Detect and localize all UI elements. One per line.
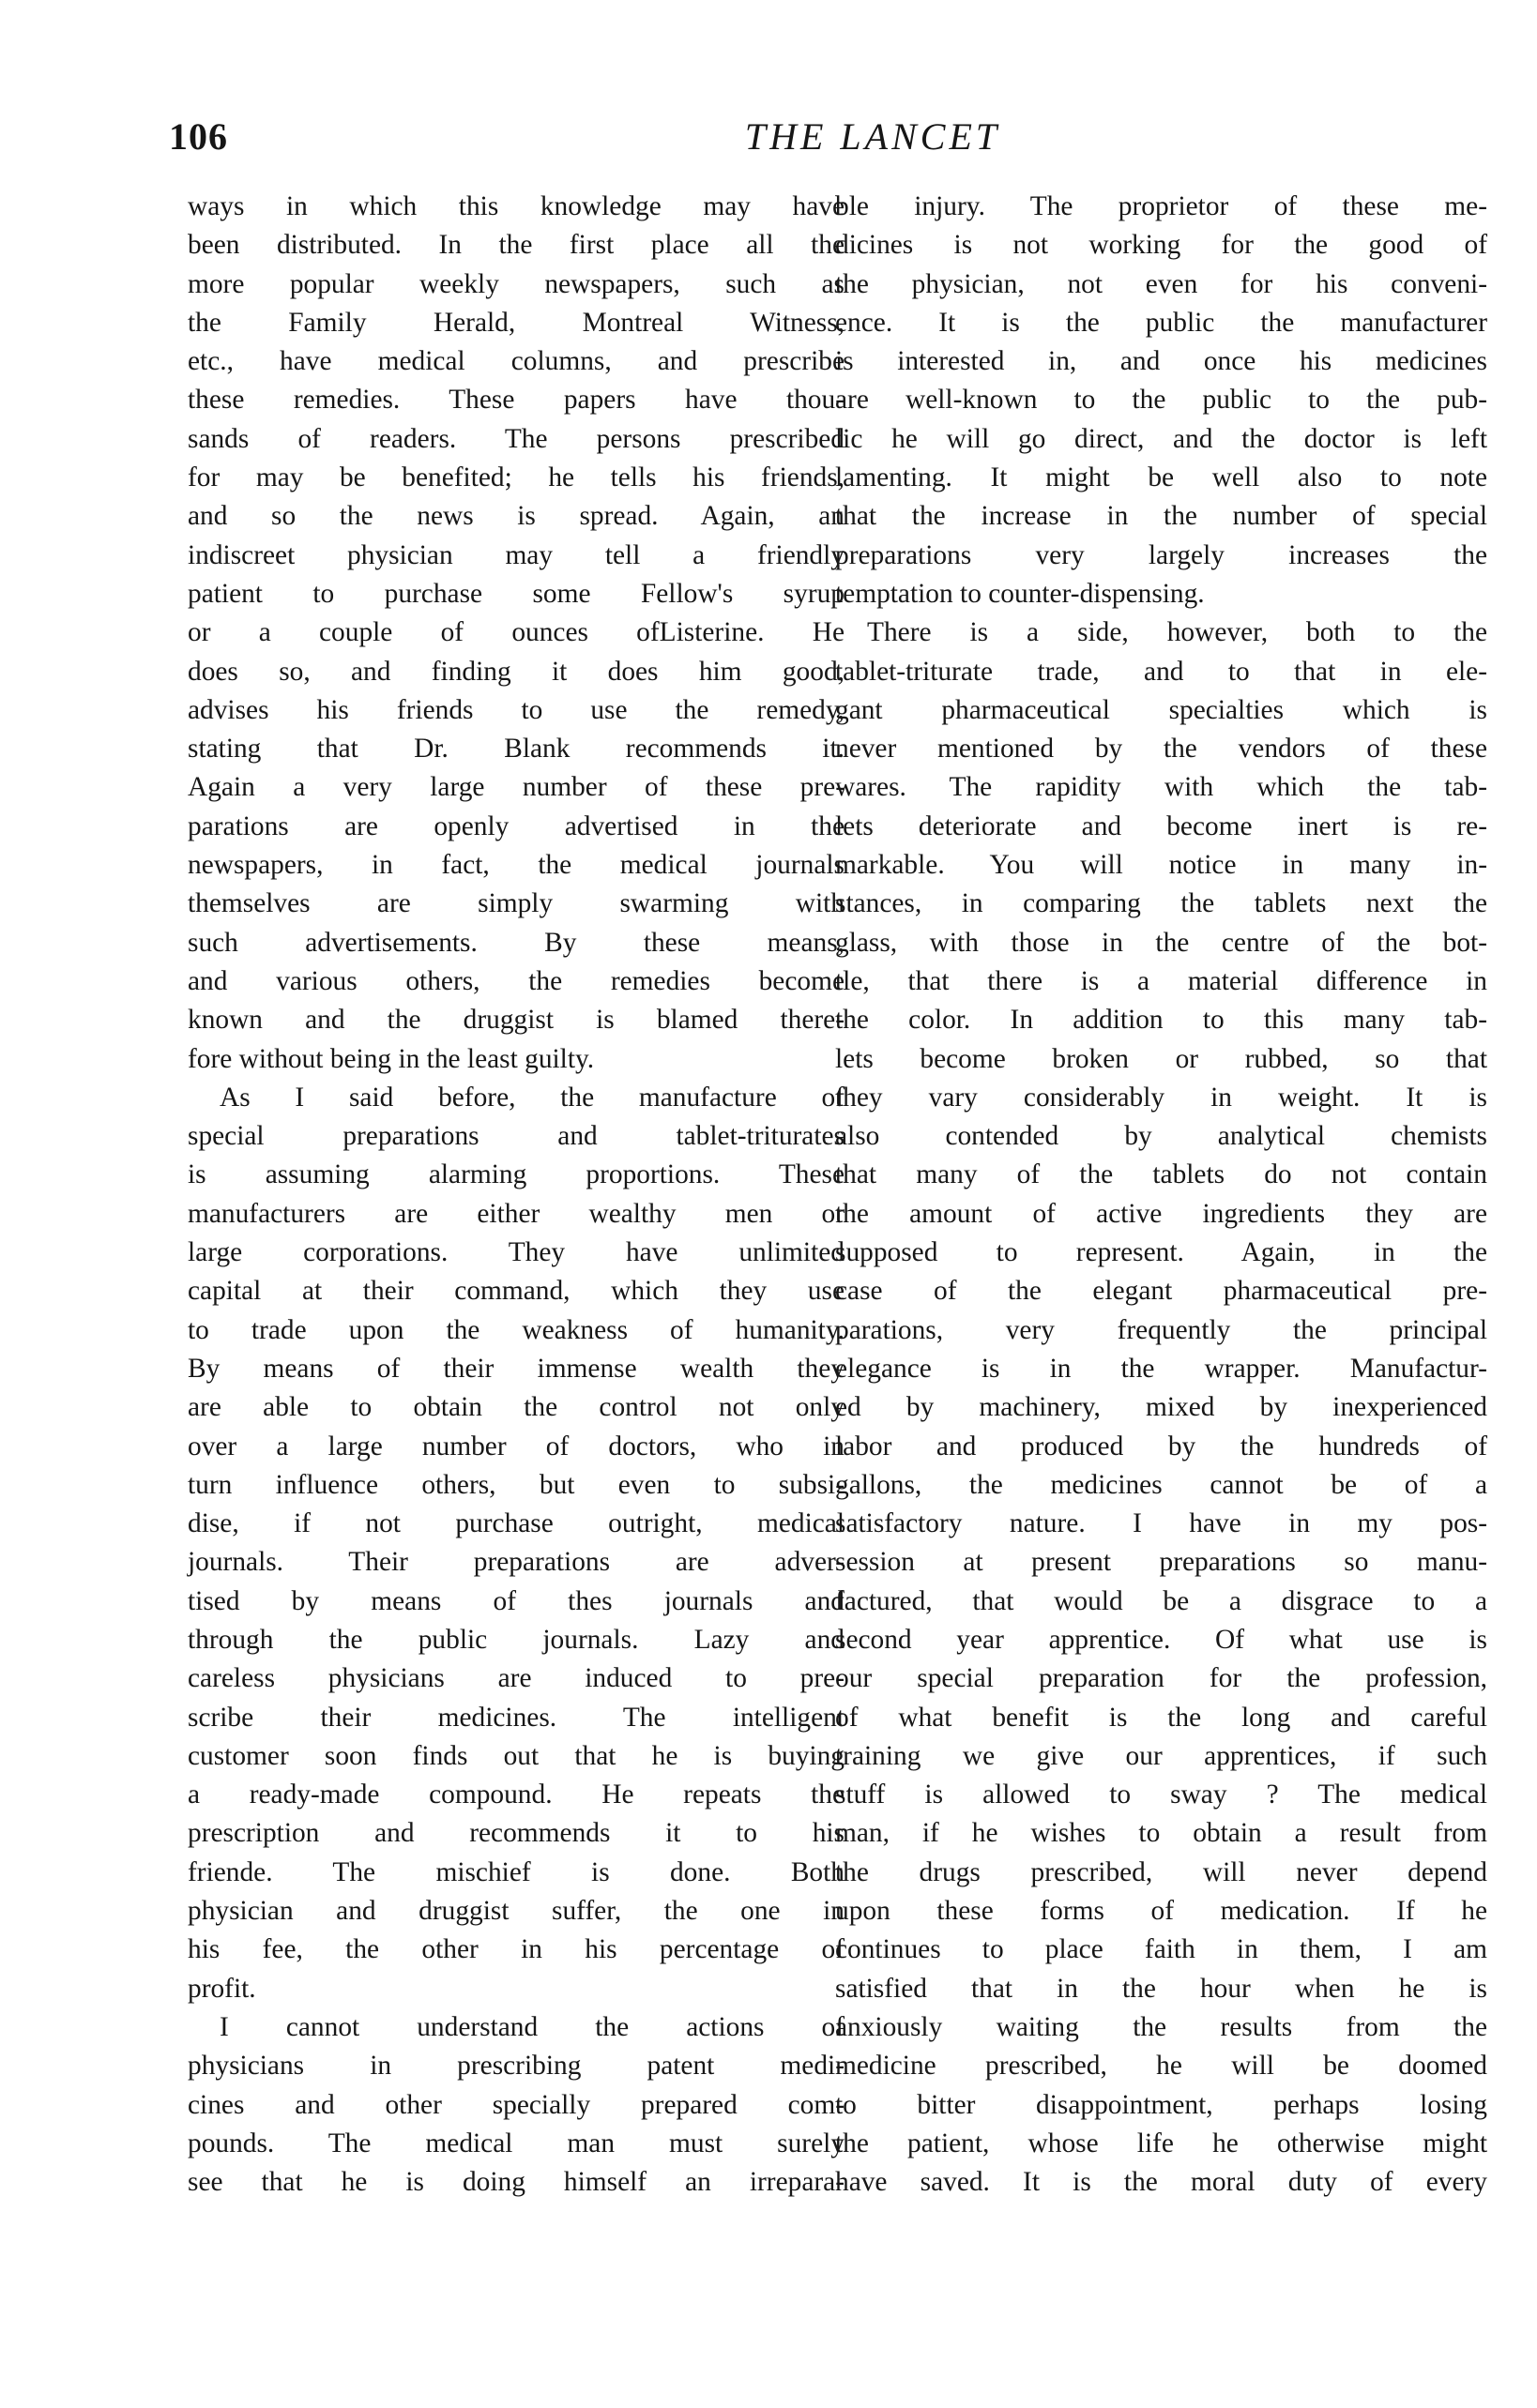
text-line: tle, that there is a material difference in xyxy=(835,965,1487,996)
text-line: the color. In addition to this many tab- xyxy=(835,1005,1487,1036)
text-line: friende. The mischief is done. Both xyxy=(188,1856,845,1887)
text-line: to trade upon the weakness of humanity. xyxy=(188,1314,845,1345)
text-line: they vary considerably in weight. It is xyxy=(835,1082,1487,1113)
text-line: these remedies. These papers have thou- xyxy=(188,385,845,416)
text-line: fore without being in the least guilty. xyxy=(188,1043,595,1074)
text-line: parations, very frequently the principal xyxy=(835,1314,1487,1345)
text-line: advises his friends to use the remedy, xyxy=(188,694,845,725)
text-line: a ready-made compound. He repeats the xyxy=(188,1779,845,1810)
text-line: anxiously waiting the results from the xyxy=(835,2011,1487,2042)
text-line: also contended by analytical chemists xyxy=(835,1121,1487,1152)
text-line: that many of the tablets do not contain xyxy=(835,1159,1487,1190)
text-line: to bitter disappointment, perhaps losing xyxy=(835,2089,1487,2120)
text-line: journals. Their preparations are adver- xyxy=(188,1547,845,1578)
text-line: second year apprentice. Of what use is xyxy=(835,1624,1487,1655)
text-line: ence. It is the public the manufacturer xyxy=(835,307,1487,338)
text-line: lamenting. It might be well also to note xyxy=(835,462,1487,493)
text-line: stating that Dr. Blank recommends it. xyxy=(188,734,845,765)
text-line: newspapers, in fact, the medical journals xyxy=(188,850,845,881)
text-line: are able to obtain the control not only xyxy=(188,1392,845,1423)
text-line: his fee, the other in his percentage of xyxy=(188,1934,845,1965)
text-line: factured, that would be a disgrace to a xyxy=(835,1585,1487,1616)
text-line: supposed to represent. Again, in the xyxy=(835,1237,1487,1268)
text-line: continues to place faith in them, I am xyxy=(835,1934,1487,1965)
text-line: indiscreet physician may tell a friendly xyxy=(188,539,845,570)
text-line: man, if he wishes to obtain a result from xyxy=(835,1818,1487,1849)
text-line: upon these forms of medication. If he xyxy=(835,1896,1487,1927)
text-line: large corporations. They have unlimited xyxy=(188,1237,845,1268)
text-line: of what benefit is the long and careful xyxy=(835,1702,1487,1733)
text-line: Again a very large number of these pre- xyxy=(188,772,845,803)
text-line: been distributed. In the first place all the xyxy=(188,230,845,261)
text-line: such advertisements. By these means, xyxy=(188,927,845,958)
text-line: the patient, whose life he otherwise might xyxy=(835,2128,1487,2158)
text-line: known and the druggist is blamed there- xyxy=(188,1005,845,1036)
text-line: markable. You will notice in many in- xyxy=(835,850,1487,881)
page-header xyxy=(169,114,1483,161)
text-line: satisfactory nature. I have in my pos- xyxy=(835,1508,1487,1539)
text-line: preparations very largely increases the xyxy=(835,539,1487,570)
text-line: that the increase in the number of special xyxy=(835,501,1487,532)
text-line: cines and other specially prepared com- xyxy=(188,2089,845,2120)
text-line: ed by machinery, mixed by inexperienced xyxy=(835,1392,1487,1423)
text-line: the drugs prescribed, will never depend xyxy=(835,1856,1487,1887)
text-line: wares. The rapidity with which the tab- xyxy=(835,772,1487,803)
text-line: physicians in prescribing patent medi- xyxy=(188,2051,845,2082)
text-line: the physician, not even for his conveni- xyxy=(835,268,1487,299)
text-line: physician and druggist suffer, the one in xyxy=(188,1896,845,1927)
text-line: turn influence others, but even to subsi- xyxy=(188,1469,845,1500)
text-line: capital at their command, which they use xyxy=(188,1276,845,1307)
text-line: labor and produced by the hundreds of xyxy=(835,1431,1487,1461)
text-line: lets become broken or rubbed, so that xyxy=(835,1043,1487,1074)
text-line: etc., have medical columns, and prescribe xyxy=(188,346,845,377)
text-line: medicine prescribed, he will be doomed xyxy=(835,2051,1487,2082)
text-line: lic he will go direct, and the doctor is left xyxy=(835,423,1487,454)
text-line: tised by means of thes journals and xyxy=(188,1585,845,1616)
text-line: the amount of active ingredients they are xyxy=(835,1198,1487,1229)
text-line: the Family Herald, Montreal Witness, xyxy=(188,307,845,338)
text-line: temptation to counter-dispensing. xyxy=(835,578,1205,609)
text-line: lets deteriorate and become inert is re- xyxy=(835,810,1487,841)
text-line: manufacturers are either wealthy men or xyxy=(188,1198,845,1229)
text-line: elegance is in the wrapper. Manufactur- xyxy=(835,1353,1487,1384)
text-line: and so the news is spread. Again, an xyxy=(188,501,845,532)
text-line: parations are openly advertised in the xyxy=(188,810,845,841)
text-line: I cannot understand the actions of xyxy=(220,2011,845,2042)
text-line: see that he is doing himself an irrepara- xyxy=(188,2167,845,2198)
text-line: pounds. The medical man must surely xyxy=(188,2128,845,2158)
text-line: dise, if not purchase outright, medical xyxy=(188,1508,845,1539)
text-line: ways in which this knowledge may have xyxy=(188,191,845,221)
text-line: tablet-triturate trade, and to that in ele- xyxy=(835,656,1487,687)
text-line: There is a side, however, both to the xyxy=(867,617,1487,648)
text-line: sands of readers. The persons prescribed xyxy=(188,423,845,454)
text-line: over a large number of doctors, who in xyxy=(188,1431,845,1461)
text-column-right xyxy=(835,188,1487,2202)
text-line: stuff is allowed to sway ? The medical xyxy=(835,1779,1487,1810)
text-line: through the public journals. Lazy and xyxy=(188,1624,845,1655)
text-line: case of the elegant pharmaceutical pre- xyxy=(835,1276,1487,1307)
text-line: are well-known to the public to the pub- xyxy=(835,385,1487,416)
text-line: profit. xyxy=(188,1973,256,2004)
text-line: ble injury. The proprietor of these me- xyxy=(835,191,1487,221)
text-line: themselves are simply swarming with xyxy=(188,888,845,919)
text-line: stances, in comparing the tablets next the xyxy=(835,888,1487,919)
text-line: glass, with those in the centre of the bot- xyxy=(835,927,1487,958)
text-line: more popular weekly newspapers, such as xyxy=(188,268,845,299)
text-line: customer soon finds out that he is buying xyxy=(188,1740,845,1771)
text-line: gant pharmaceutical specialties which is xyxy=(835,694,1487,725)
text-column-left xyxy=(188,188,845,2202)
text-line: prescription and recommends it to his xyxy=(188,1818,845,1849)
text-line: By means of their immense wealth they xyxy=(188,1353,845,1384)
text-line: gallons, the medicines cannot be of a xyxy=(835,1469,1487,1500)
text-line: is interested in, and once his medicines xyxy=(835,346,1487,377)
text-line: special preparations and tablet-triturates xyxy=(188,1121,845,1152)
text-line: have saved. It is the moral duty of every xyxy=(835,2167,1487,2198)
text-line: As I said before, the manufacture of xyxy=(220,1082,845,1113)
text-line: dicines is not working for the good of xyxy=(835,230,1487,261)
text-line: for may be benefited; he tells his friends, xyxy=(188,462,845,493)
text-line: satisfied that in the hour when he is xyxy=(835,1973,1487,2004)
text-line: never mentioned by the vendors of these xyxy=(835,734,1487,765)
text-line: training we give our apprentices, if such xyxy=(835,1740,1487,1771)
text-line: scribe their medicines. The intelligent xyxy=(188,1702,845,1733)
text-line: careless physicians are induced to pre- xyxy=(188,1663,845,1694)
text-line: session at present preparations so manu- xyxy=(835,1547,1487,1578)
text-line: our special preparation for the profession, xyxy=(835,1663,1487,1694)
text-line: patient to purchase some Fellow's syrup xyxy=(188,578,845,609)
text-line: or a couple of ounces ofListerine. He xyxy=(188,617,845,648)
running-title: THE LANCET xyxy=(744,115,1001,158)
text-line: is assuming alarming proportions. These xyxy=(188,1159,845,1190)
text-line: and various others, the remedies become xyxy=(188,965,845,996)
page-number: 106 xyxy=(169,115,228,158)
text-line: does so, and finding it does him good, xyxy=(188,656,845,687)
